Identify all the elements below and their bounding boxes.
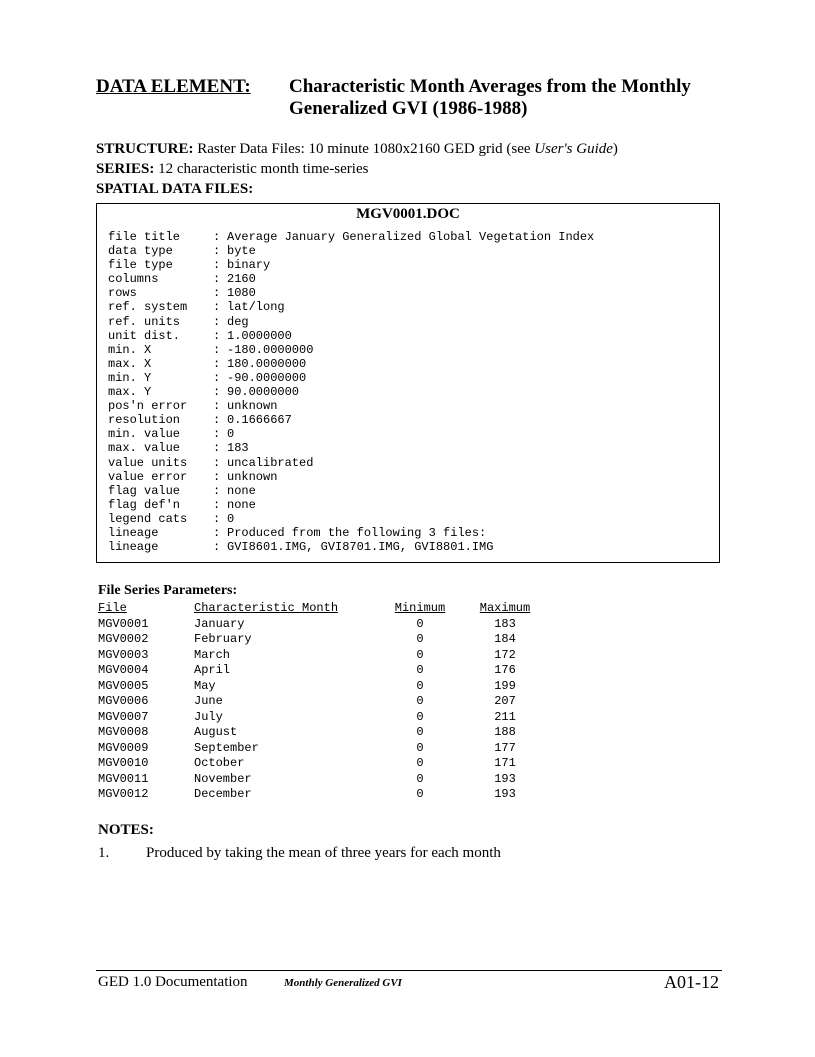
file-series-heading: File Series Parameters: [98, 583, 238, 598]
series-minimum: 0 [416, 740, 424, 755]
series-minimum: 0 [416, 787, 424, 801]
series-maximum: 183 [494, 616, 516, 631]
series-file: MGV0012 [98, 787, 149, 801]
doc-field-separator: : [213, 230, 221, 244]
doc-field-separator: : [213, 483, 221, 498]
doc-field-value: 180.0000000 [227, 356, 307, 371]
doc-metadata-row [108, 244, 594, 258]
doc-field-key: unit dist. [108, 328, 181, 343]
doc-field-value: binary [227, 258, 271, 273]
series-file: MGV0004 [98, 663, 149, 677]
doc-field-value: byte [227, 244, 256, 259]
structure-line [96, 141, 618, 158]
series-maximum: 211 [494, 709, 516, 724]
series-month: January [194, 616, 245, 631]
doc-metadata-row [108, 385, 594, 399]
doc-metadata-row [108, 526, 594, 540]
series-minimum: 0 [416, 725, 424, 739]
doc-field-value: -90.0000000 [227, 370, 307, 385]
doc-metadata-row [108, 357, 594, 371]
doc-metadata-row [108, 512, 594, 526]
doc-field-separator: : [213, 511, 221, 526]
series-file: MGV0009 [98, 740, 149, 755]
series-file: MGV0006 [98, 694, 149, 708]
series-month: September [194, 740, 259, 755]
series-file: MGV0001 [98, 616, 149, 631]
doc-field-value: lat/long [227, 300, 285, 315]
doc-file-title: MGV0001.DOC [356, 206, 460, 222]
doc-field-key: columns [108, 272, 159, 287]
series-file: MGV0002 [98, 632, 149, 646]
doc-field-separator: : [213, 455, 221, 470]
column-header-month: Characteristic Month [194, 601, 339, 615]
doc-metadata-row [108, 258, 594, 272]
doc-field-key: value error [108, 469, 188, 484]
doc-field-separator: : [213, 314, 221, 329]
doc-metadata-row [108, 540, 594, 554]
doc-field-key: min. Y [108, 370, 152, 385]
series-maximum: 171 [494, 756, 516, 770]
column-header-file: File [98, 601, 127, 615]
doc-field-value: -180.0000000 [227, 342, 314, 357]
doc-field-key: rows [108, 286, 137, 301]
doc-field-key: min. value [108, 427, 181, 442]
series-maximum: 207 [494, 694, 516, 708]
series-minimum: 0 [416, 694, 424, 708]
doc-metadata-row [108, 470, 594, 484]
doc-field-separator: : [213, 300, 221, 315]
series-file: MGV0003 [98, 647, 149, 662]
doc-field-value: unknown [227, 399, 278, 414]
series-maximum: 176 [494, 663, 516, 677]
series-month: June [194, 694, 223, 708]
doc-metadata-row [108, 484, 594, 498]
doc-field-key: max. Y [108, 385, 152, 400]
series-minimum: 0 [416, 647, 424, 662]
doc-field-separator: : [213, 258, 221, 273]
doc-field-key: legend cats [108, 511, 188, 526]
doc-field-key: max. value [108, 441, 181, 456]
doc-field-key: ref. system [108, 300, 188, 315]
doc-field-value: Produced from the following 3 files: [227, 525, 487, 540]
doc-field-key: lineage [108, 540, 159, 555]
doc-field-key: resolution [108, 413, 181, 428]
doc-field-key: pos'n error [108, 399, 188, 414]
doc-field-separator: : [213, 286, 221, 301]
doc-field-separator: : [213, 385, 221, 400]
doc-field-value: deg [227, 314, 249, 329]
doc-field-separator: : [213, 427, 221, 442]
note-text: Produced by taking the mean of three years for each month [146, 845, 501, 861]
series-minimum: 0 [416, 616, 424, 631]
doc-field-key: max. X [108, 356, 152, 371]
doc-field-value: GVI8601.IMG, GVI8701.IMG, GVI8801.IMG [227, 540, 494, 555]
series-minimum: 0 [416, 632, 424, 646]
series-text: 12 characteristic month time-series [158, 161, 369, 177]
doc-field-separator: : [213, 399, 221, 414]
doc-field-separator: : [213, 441, 221, 456]
series-month: October [194, 756, 245, 770]
series-month: November [194, 771, 252, 786]
doc-metadata-row [108, 230, 594, 244]
doc-field-value: 183 [227, 441, 249, 456]
series-maximum: 177 [494, 740, 516, 755]
series-maximum: 172 [494, 647, 516, 662]
footer-series-name: Monthly Generalized GVI [284, 977, 402, 989]
series-file: MGV0010 [98, 756, 149, 770]
doc-metadata-row [108, 498, 594, 512]
doc-field-key: file type [108, 258, 173, 273]
series-minimum: 0 [416, 771, 424, 786]
doc-metadata-list [108, 230, 594, 554]
series-month: August [194, 725, 238, 739]
series-month: July [194, 709, 223, 724]
data-element-title: Characteristic Month Averages from the Monthly Generalized GVI (1986-1988) [289, 76, 691, 119]
series-file: MGV0011 [98, 771, 149, 786]
doc-metadata-row [108, 399, 594, 413]
series-file: MGV0008 [98, 725, 149, 739]
series-month: December [194, 787, 252, 801]
doc-field-value: 2160 [227, 272, 256, 287]
doc-field-separator: : [213, 497, 221, 512]
footer-rule [96, 970, 722, 971]
doc-field-separator: : [213, 244, 221, 259]
structure-text: Raster Data Files: 10 minute 1080x2160 GED grid (see [197, 141, 535, 157]
doc-field-separator: : [213, 272, 221, 287]
doc-field-value: 0.1666667 [227, 413, 292, 428]
doc-metadata-row [108, 286, 594, 300]
doc-field-value: uncalibrated [227, 455, 314, 470]
series-label: SERIES: [96, 161, 155, 177]
series-file: MGV0007 [98, 709, 149, 724]
structure-label: STRUCTURE: [96, 141, 194, 157]
doc-field-separator: : [213, 469, 221, 484]
doc-metadata-row [108, 343, 594, 357]
doc-metadata-row [108, 371, 594, 385]
doc-file-box [96, 203, 720, 563]
column-header-minimum: Minimum [394, 601, 446, 615]
doc-field-separator: : [213, 356, 221, 371]
series-minimum: 0 [416, 709, 424, 724]
doc-field-value: 0 [227, 511, 235, 526]
footer-doc-title: GED 1.0 Documentation [98, 974, 248, 990]
doc-field-value: 1080 [227, 286, 256, 301]
doc-field-key: value units [108, 455, 188, 470]
doc-field-separator: : [213, 413, 221, 428]
series-month: March [194, 647, 231, 662]
doc-field-value: none [227, 497, 256, 512]
doc-field-separator: : [213, 525, 221, 540]
doc-field-key: file title [108, 230, 181, 244]
doc-field-value: 90.0000000 [227, 385, 300, 400]
series-month: February [194, 632, 252, 646]
doc-field-value: Average January Generalized Global Vegetation Index [227, 230, 595, 244]
doc-metadata-row [108, 315, 594, 329]
structure-close: ) [612, 141, 618, 157]
doc-metadata-row [108, 456, 594, 470]
notes-heading: NOTES: [98, 822, 154, 838]
doc-field-key: min. X [108, 342, 152, 357]
column-header-maximum: Maximum [479, 601, 531, 615]
doc-field-key: data type [108, 244, 173, 259]
series-line [96, 161, 368, 178]
series-maximum: 188 [494, 725, 516, 739]
series-minimum: 0 [416, 756, 424, 770]
series-maximum: 193 [494, 771, 516, 786]
users-guide-ref: User's Guide [534, 141, 613, 157]
series-minimum: 0 [416, 663, 424, 677]
doc-field-value: unknown [227, 469, 278, 484]
doc-field-key: ref. units [108, 314, 181, 329]
doc-field-separator: : [213, 342, 221, 357]
doc-metadata-row [108, 300, 594, 314]
note-number: 1. [98, 845, 110, 861]
spatial-data-files-label: SPATIAL DATA FILES: [96, 181, 254, 197]
doc-metadata-row [108, 427, 594, 441]
doc-field-key: flag def'n [108, 497, 181, 512]
series-minimum: 0 [416, 678, 424, 693]
series-month: May [194, 678, 216, 693]
doc-field-key: lineage [108, 525, 159, 540]
doc-field-separator: : [213, 370, 221, 385]
doc-metadata-row [108, 413, 594, 427]
doc-metadata-row [108, 272, 594, 286]
doc-field-value: none [227, 483, 256, 498]
doc-field-value: 0 [227, 427, 235, 442]
data-element-label: DATA ELEMENT: [96, 76, 251, 97]
doc-field-separator: : [213, 328, 221, 343]
series-month: April [194, 663, 231, 677]
doc-field-value: 1.0000000 [227, 328, 292, 343]
doc-field-separator: : [213, 540, 221, 555]
doc-field-key: flag value [108, 483, 181, 498]
series-maximum: 199 [494, 678, 516, 693]
series-file: MGV0005 [98, 678, 149, 693]
doc-metadata-row [108, 329, 594, 343]
series-maximum: 184 [494, 632, 516, 646]
series-maximum: 193 [494, 787, 516, 801]
doc-metadata-row [108, 441, 594, 455]
page-number: A01-12 [664, 972, 719, 992]
